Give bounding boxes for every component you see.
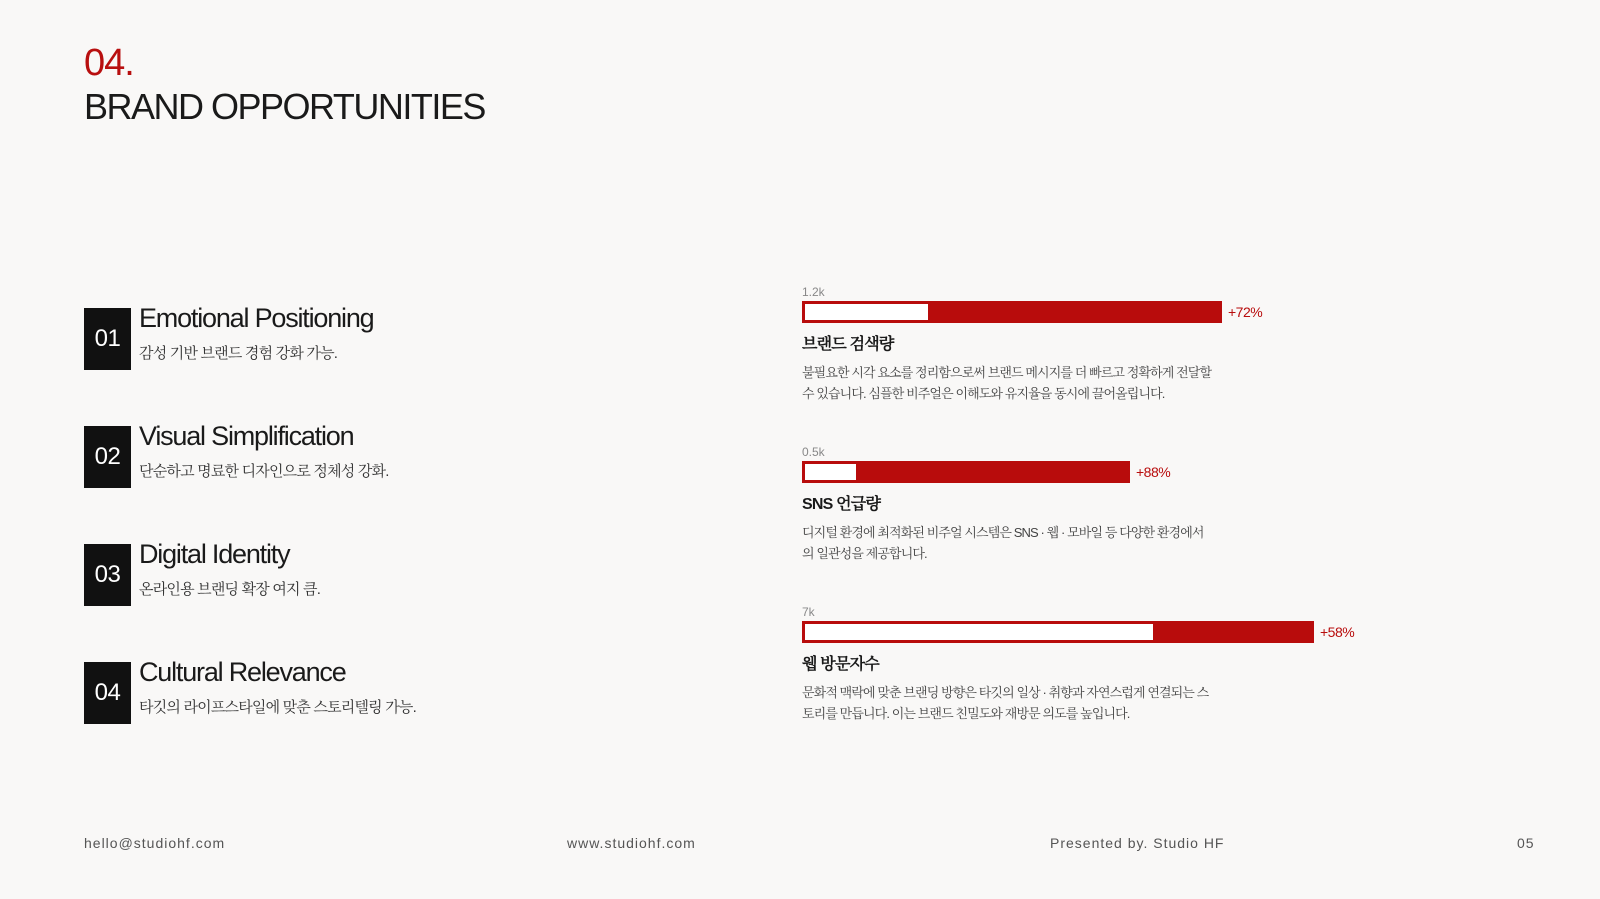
opportunity-description: 감성 기반 브랜드 경험 강화 가능. <box>139 345 338 362</box>
opportunity-number-badge: 04 <box>84 662 131 724</box>
metrics-panel <box>802 285 1502 765</box>
metric-growth-bar <box>802 621 1314 643</box>
metric-base-bar <box>805 624 1153 640</box>
metric-bar-row <box>802 301 1502 327</box>
opportunity-list <box>84 303 644 778</box>
opportunity-item <box>84 657 644 722</box>
footer-page-number: 05 <box>1517 835 1535 851</box>
metric-base-bar <box>805 464 856 480</box>
metric-block <box>802 285 1502 445</box>
opportunity-title: Digital Identity <box>139 539 290 569</box>
opportunity-title: Visual Simplification <box>139 421 354 451</box>
opportunity-item <box>84 303 644 368</box>
metric-base-value: 0.5k <box>802 445 825 459</box>
opportunity-title: Cultural Relevance <box>139 657 346 687</box>
metric-block <box>802 605 1502 765</box>
section-title: BRAND OPPORTUNITIES <box>84 86 485 127</box>
metric-description: 문화적 맥락에 맞춘 브랜딩 방향은 타깃의 일상 · 취향과 자연스럽게 연결되는 스토리를 만듭니다. 이는 브랜드 친밀도와 재방문 의도를 높입니다. <box>802 685 1209 721</box>
metric-growth-bar <box>802 461 1130 483</box>
opportunity-number-badge: 02 <box>84 426 131 488</box>
metric-growth-bar <box>802 301 1222 323</box>
opportunity-item <box>84 421 644 486</box>
opportunity-description: 단순하고 명료한 디자인으로 정체성 강화. <box>139 463 389 480</box>
metric-description: 불필요한 시각 요소를 정리함으로써 브랜드 메시지를 더 빠르고 정확하게 전달할 수 있습니다. 심플한 비주얼은 이해도와 유지율을 동시에 끌어올립니다. <box>802 365 1212 401</box>
metric-base-value: 1.2k <box>802 285 825 299</box>
footer-presented-by: Presented by. Studio HF <box>1050 835 1225 851</box>
metric-bar-row <box>802 461 1502 487</box>
opportunity-description: 타깃의 라이프스타일에 맞춘 스토리텔링 가능. <box>139 699 416 716</box>
metric-bar-row <box>802 621 1502 647</box>
opportunity-title: Emotional Positioning <box>139 303 374 333</box>
metric-base-value: 7k <box>802 605 815 619</box>
metric-growth-label: +58% <box>1320 624 1355 640</box>
footer-email: hello@studiohf.com <box>84 835 226 851</box>
opportunity-description: 온라인용 브랜딩 확장 여지 큼. <box>139 581 321 598</box>
section-number: 04. <box>84 42 134 84</box>
opportunity-item <box>84 539 644 604</box>
opportunity-number-badge: 01 <box>84 308 131 370</box>
metric-block <box>802 445 1502 605</box>
metric-growth-label: +88% <box>1136 464 1171 480</box>
footer-website: www.studiohf.com <box>567 835 696 851</box>
metric-base-bar <box>805 304 928 320</box>
metric-description: 디지털 환경에 최적화된 비주얼 시스템은 SNS · 웹 · 모바일 등 다양한 환경에서의 일관성을 제공합니다. <box>802 525 1204 561</box>
metric-name: 웹 방문자수 <box>802 656 879 673</box>
metric-name: SNS 언급량 <box>802 496 881 513</box>
metric-growth-label: +72% <box>1228 304 1263 320</box>
metric-name: 브랜드 검색량 <box>802 336 894 353</box>
opportunity-number-badge: 03 <box>84 544 131 606</box>
